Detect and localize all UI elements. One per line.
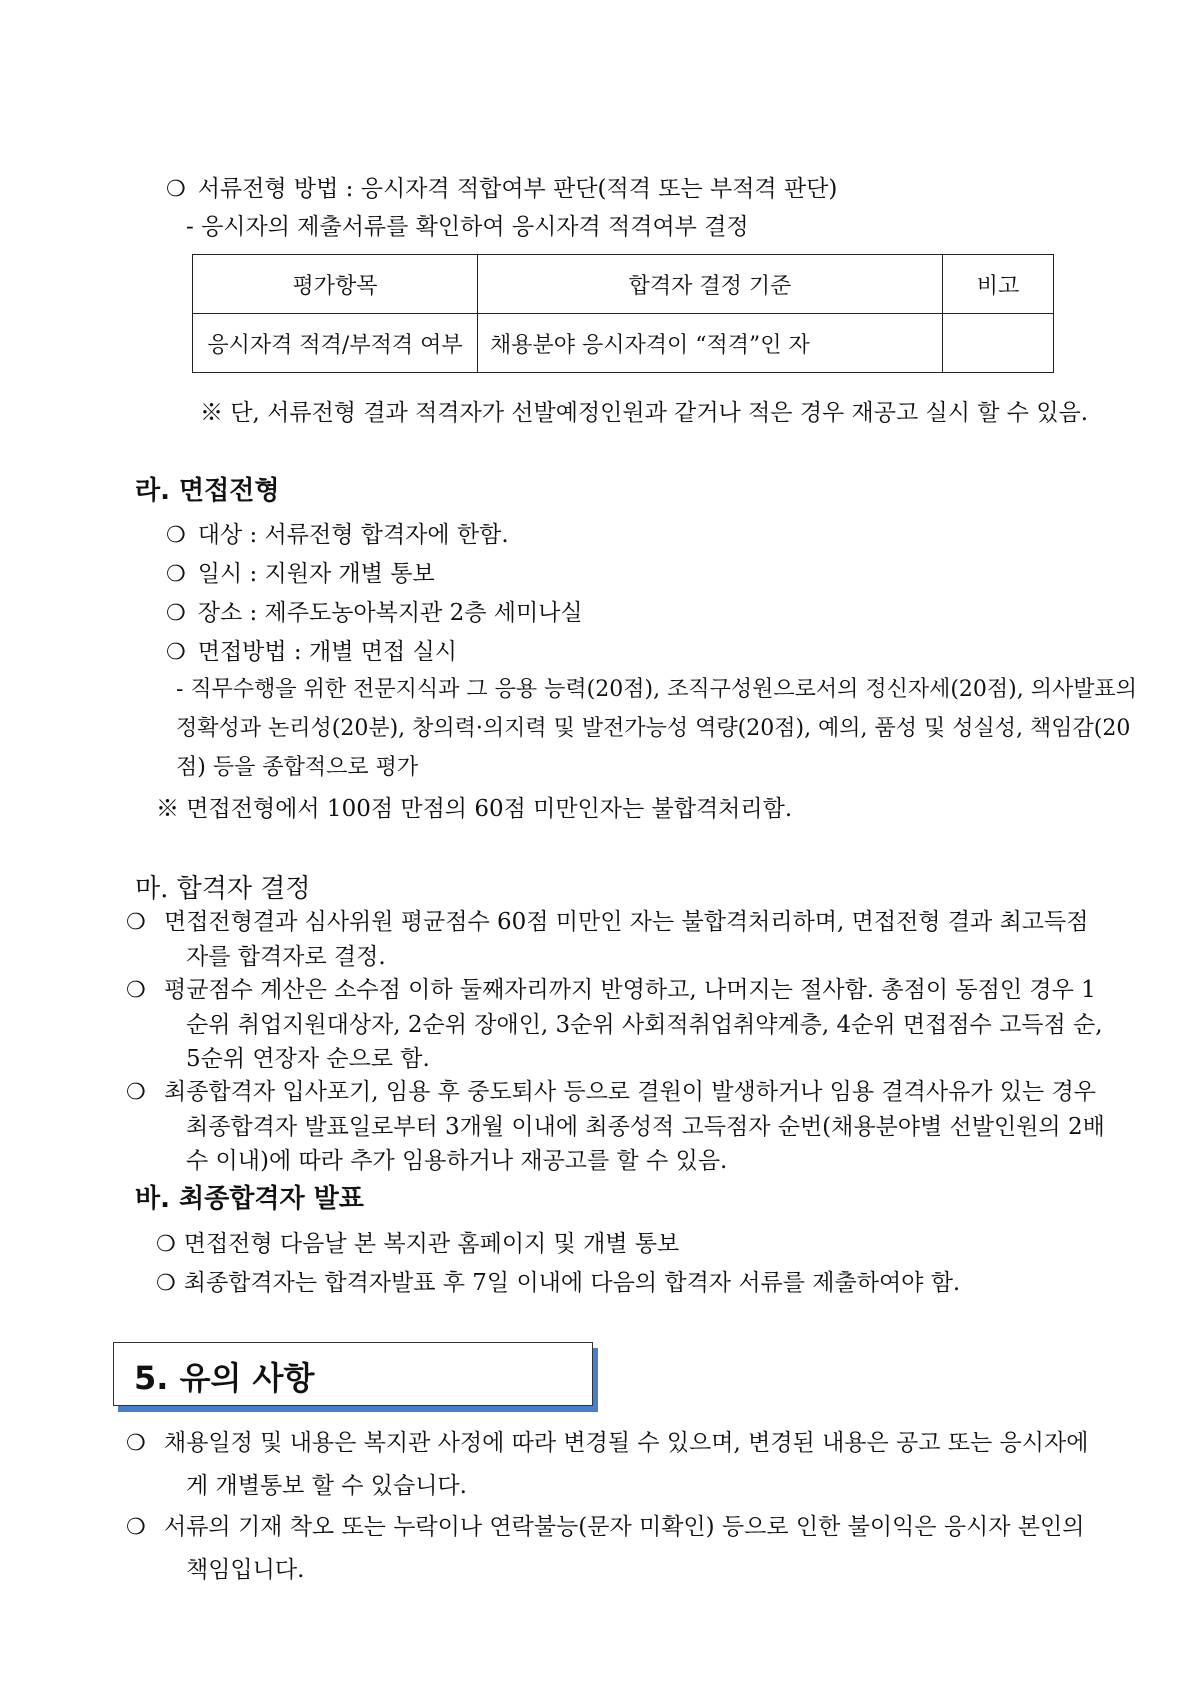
list-item-text: 채용일정 및 내용은 복지관 사정에 따라 변경될 수 있으며, 변경된 내용은 공고 또는 응시자에게 개별통보 할 수 있습니다. — [164, 1430, 1089, 1499]
decision-heading: 마. 합격자 결정 — [135, 874, 311, 904]
table-header-row — [193, 255, 1054, 314]
list-item: ❍ 면접전형결과 심사위원 평균점수 60점 미만인 자는 불합격처리하며, 면접전형 결과 최고득점자를 합격자로 결정. — [126, 909, 1089, 970]
list-item-text: 대상 : 서류전형 합격자에 한함. — [197, 522, 509, 548]
list-item — [156, 1225, 679, 1258]
interview-detail-line: 정확성과 논리성(20분), 창의력·의지력 및 발전가능성 역량(20점), 예의, 품성 및 성실성, 책임감(20 — [176, 716, 1131, 741]
circle-bullet-icon: ❍ — [156, 1232, 176, 1257]
interview-note: ※ 면접전형에서 100점 만점의 60점 미만인자는 불합격처리함. — [156, 796, 793, 822]
list-item-text: 장소 : 제주도농아복지관 2층 세미나실 — [197, 600, 583, 626]
list-item: ❍ 최종합격자 입사포기, 임용 후 중도퇴사 등으로 결원이 발생하거나 임용 결격사유가 있는 경우 최종합격자 발표일로부터 3개월 이내에 최종성적 고득점자 순번(채용분야별 선발인원의 2배수 이내)에 따라 추가 임용하거나 재공고를 할 수 있음. — [126, 1079, 1105, 1174]
section-5-title: 5. 유의 사항 — [134, 1359, 315, 1397]
table-cell: 응시자격 적격/부적격 여부 — [193, 314, 478, 373]
list-item — [166, 516, 509, 549]
screening-sub-line: - 응시자의 제출서류를 확인하여 응시자격 적격여부 결정 — [186, 214, 749, 240]
list-item — [166, 555, 435, 588]
interview-detail-line: 점) 등을 종합적으로 평가 — [176, 755, 419, 780]
announcement-heading: 바. 최종합격자 발표 — [135, 1184, 364, 1214]
list-item-text: 면접전형 다음날 본 복지관 홈페이지 및 개별 통보 — [183, 1231, 680, 1257]
evaluation-table — [192, 254, 1054, 373]
circle-bullet-icon: ❍ — [156, 1271, 176, 1296]
table-cell — [943, 314, 1054, 373]
circle-bullet-icon: ❍ — [166, 601, 186, 626]
list-item-text: 일시 : 지원자 개별 통보 — [197, 561, 435, 587]
list-item — [166, 633, 457, 666]
circle-bullet-icon: ❍ — [166, 177, 186, 202]
list-item-text: 서류의 기재 착오 또는 누락이나 연락불능(문자 미확인) 등으로 인한 불이익은 응시자 본인의 책임입니다. — [164, 1514, 1085, 1583]
list-item: ❍ 평균점수 계산은 소수점 이하 둘째자리까지 반영하고, 나머지는 절사함. 총점이 동점인 경우 1순위 취업지원대상자, 2순위 장애인, 3순위 사회적취업취약계층, 4순위 면접점수 고득점 순, 5순위 연장자 순으로 함. — [126, 977, 1103, 1072]
list-item — [156, 1264, 960, 1297]
table-header-cell: 합격자 결정 기준 — [478, 255, 943, 314]
circle-bullet-icon: ❍ — [166, 523, 186, 548]
table-header-cell: 평가항목 — [193, 255, 478, 314]
table-header-cell: 비고 — [943, 255, 1054, 314]
list-item: ❍ 채용일정 및 내용은 복지관 사정에 따라 변경될 수 있으며, 변경된 내용은 공고 또는 응시자에게 개별통보 할 수 있습니다. — [126, 1430, 1089, 1499]
screening-method-text: 서류전형 방법 : 응시자격 적합여부 판단(적격 또는 부적격 판단) — [197, 176, 838, 202]
section-5-title-box — [113, 1342, 593, 1406]
table-row — [193, 314, 1054, 373]
circle-bullet-icon: ❍ — [166, 640, 186, 665]
screening-method-line — [166, 170, 837, 203]
list-item-text: 최종합격자 입사포기, 임용 후 중도퇴사 등으로 결원이 발생하거나 임용 결격사유가 있는 경우 최종합격자 발표일로부터 3개월 이내에 최종성적 고득점자 순번(채용분야별 선발인원의 2배수 이내)에 따라 추가 임용하거나 재공고를 할 수 있음. — [164, 1079, 1105, 1174]
circle-bullet-icon: ❍ — [166, 562, 186, 587]
list-item — [166, 594, 583, 627]
list-item-text: 최종합격자는 합격자발표 후 7일 이내에 다음의 합격자 서류를 제출하여야 함. — [183, 1270, 961, 1296]
list-item: ❍ 서류의 기재 착오 또는 누락이나 연락불능(문자 미확인) 등으로 인한 불이익은 응시자 본인의 책임입니다. — [126, 1514, 1085, 1583]
table-cell: 채용분야 응시자격이 “적격”인 자 — [478, 314, 943, 373]
list-item-text: 평균점수 계산은 소수점 이하 둘째자리까지 반영하고, 나머지는 절사함. 총점이 동점인 경우 1순위 취업지원대상자, 2순위 장애인, 3순위 사회적취업취약계층, 4순위 면접점수 고득점 순, 5순위 연장자 순으로 함. — [164, 977, 1103, 1072]
interview-detail-line: - 직무수행을 위한 전문지식과 그 응용 능력(20점), 조직구성원으로서의 정신자세(20점), 의사발표의 — [176, 677, 1138, 702]
screening-note: ※ 단, 서류전형 결과 적격자가 선발예정인원과 같거나 적은 경우 재공고 실시 할 수 있음. — [200, 400, 1089, 426]
list-item-text: 면접전형결과 심사위원 평균점수 60점 미만인 자는 불합격처리하며, 면접전형 결과 최고득점자를 합격자로 결정. — [164, 909, 1089, 970]
interview-heading: 라. 면접전형 — [135, 476, 280, 506]
list-item-text: 면접방법 : 개별 면접 실시 — [197, 639, 457, 665]
